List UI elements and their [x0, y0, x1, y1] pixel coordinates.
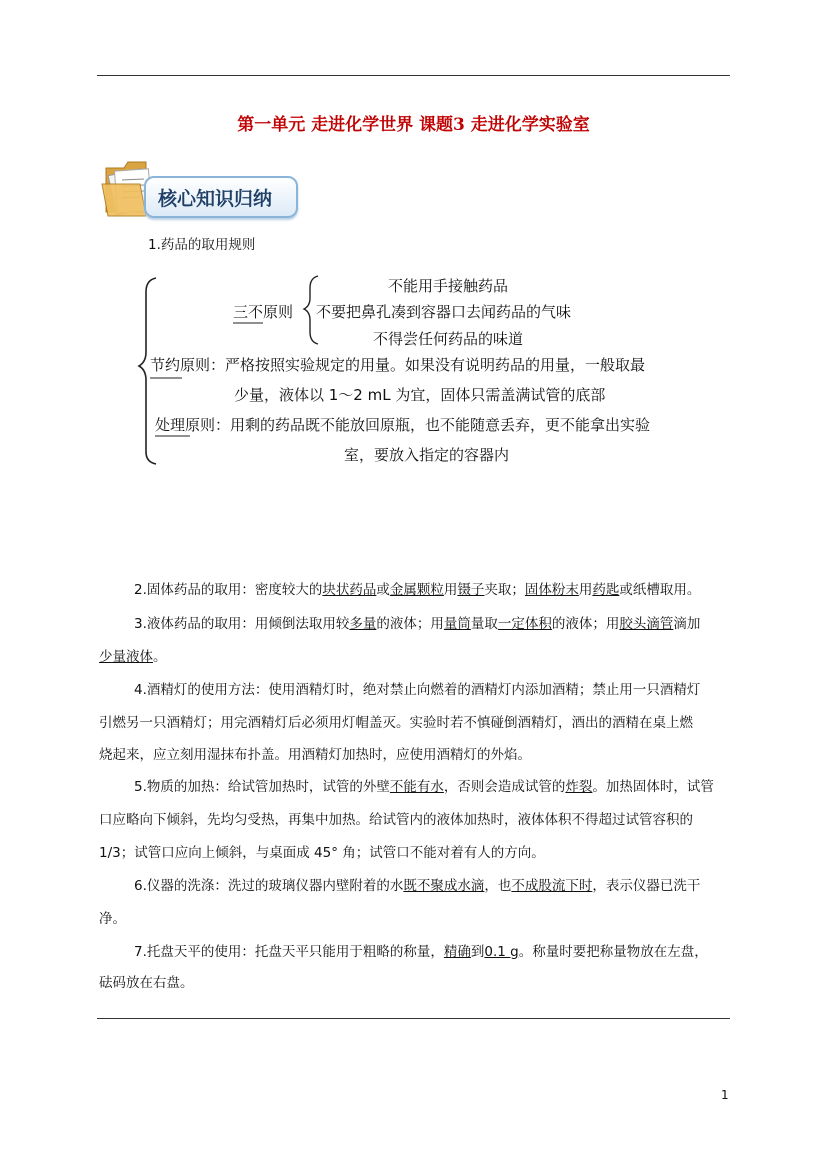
paragraph-7-line-1	[134, 942, 708, 962]
section-banner	[100, 154, 300, 220]
p2-text: 用	[443, 582, 458, 598]
p6-keyword: 不成股流下时	[511, 878, 593, 894]
p5-keyword: 炸裂	[565, 779, 593, 795]
banner-label-box	[144, 176, 298, 218]
p7-keyword: 精确	[443, 944, 471, 960]
p3-text: 。	[153, 649, 167, 665]
p7-text: 7.托盘天平的使用：托盘天平只能用于粗略的称量，	[134, 944, 444, 960]
paragraph-5-line-2: 口应略向下倾斜，先均匀受热，再集中加热。给试管内的液体加热时，液体体积不得超过试管容积的	[99, 812, 693, 828]
p2-keyword: 固体粉末	[524, 582, 579, 598]
page-number: 1	[721, 1088, 729, 1102]
paragraph-6-line-2: 净。	[99, 911, 126, 927]
paragraph-4-line-1: 4.酒精灯的使用方法：使用酒精灯时，绝对禁止向燃着的酒精灯内添加酒精；禁止用一只酒精灯	[134, 682, 701, 698]
p2-keyword: 金属颗粒	[389, 582, 444, 598]
header-rule	[97, 75, 730, 76]
p3-keyword: 一定体积	[497, 616, 552, 632]
p2-text: 夹取；	[484, 582, 525, 598]
chuli-text-1: 用剩的药品既不能放回原瓶，也不能随意丢弃，更不能拿出实验	[230, 416, 651, 434]
paragraph-3-line-1	[134, 614, 700, 634]
sanbu-item-2: 不要把鼻孔凑到容器口去闻药品的气味	[316, 303, 572, 321]
paragraph-4-line-2: 引燃另一只酒精灯；用完酒精灯后必须用灯帽盖灭。实验时若不慎碰倒酒精灯，酒出的酒精在桌上燃	[99, 715, 693, 731]
chuli-line-1	[155, 414, 650, 435]
p3-keyword: 多量	[349, 616, 377, 632]
p7-text: 。称量时要把称量物放在左盘，	[518, 944, 708, 960]
page-title: 第一单元 走进化学世界 课题3 走进化学实验室	[237, 115, 590, 135]
p3-keyword: 少量液体	[99, 649, 153, 665]
p2-keyword: 药匙	[592, 582, 620, 598]
paragraph-2	[134, 580, 700, 600]
p3-text: 滴加	[673, 616, 701, 632]
paragraph-5-line-1	[134, 777, 714, 797]
p6-text: ，也	[484, 878, 512, 894]
p3-text: 的液体；用	[551, 616, 620, 632]
jieyue-line-1	[150, 354, 645, 375]
footer-rule	[97, 1018, 730, 1019]
p3-text: 的液体；用	[376, 616, 444, 632]
jieyue-label: 节约原则：	[150, 356, 226, 374]
p5-text: ，否则会造成试管的	[443, 779, 566, 795]
p3-text: 量取	[470, 616, 498, 632]
paragraph-7-line-2: 砝码放在右盘。	[99, 975, 194, 991]
p2-keyword: 块状药品	[322, 582, 377, 598]
p6-text: ，表示仪器已洗干	[592, 878, 701, 894]
chuli-label: 处理原则：	[155, 416, 231, 434]
p7-keyword: 0.1 g	[484, 944, 519, 960]
p3-keyword: 量筒	[443, 616, 471, 632]
p7-text: 到	[470, 944, 485, 960]
jieyue-text-1: 严格按照实验规定的用量。如果没有说明药品的用量，一般取最	[225, 356, 646, 374]
banner-label: 核心知识归纳	[158, 188, 273, 210]
p2-text: 用	[578, 582, 593, 598]
p6-text: 6.仪器的洗涤：洗过的玻璃仪器内壁附着的水	[134, 878, 404, 894]
paragraph-5-line-3: 1/3；试管口应向上倾斜，与桌面成 45° 角；试管口不能对着有人的方向。	[99, 845, 545, 861]
sanbu-item-3: 不得尝任何药品的味道	[373, 330, 524, 348]
p2-text: 或纸槽取用。	[619, 582, 701, 598]
p3-keyword: 胶头滴管	[619, 616, 674, 632]
chuli-line-2: 室，要放入指定的容器内	[344, 446, 510, 464]
p2-keyword: 镊子	[457, 582, 485, 598]
sanbu-item-1: 不能用手接触药品	[388, 277, 509, 295]
section1-heading: 1.药品的取用规则	[148, 237, 256, 253]
p2-text: 2.固体药品的取用：密度较大的	[134, 582, 323, 598]
p5-text: 。加热固体时，试管	[592, 779, 714, 795]
p2-text: 或	[376, 582, 390, 598]
p3-text: 3.液体药品的取用：用倾倒法取用较	[134, 616, 350, 632]
p5-keyword: 不能有水	[389, 779, 444, 795]
paragraph-6-line-1	[134, 876, 700, 896]
p6-keyword: 既不聚成水滴	[403, 878, 485, 894]
paragraph-3-line-2	[99, 647, 167, 667]
p5-text: 5.物质的加热：给试管加热时，试管的外壁	[134, 779, 390, 795]
jieyue-line-2: 少量，液体以 1～2 mL 为宜，固体只需盖满试管的底部	[234, 386, 606, 404]
sanbu-label: 三不原则	[233, 303, 294, 321]
paragraph-4-line-3: 烧起来，应立刻用湿抹布扑盖。用酒精灯加热时，应使用酒精灯的外焰。	[99, 747, 531, 763]
